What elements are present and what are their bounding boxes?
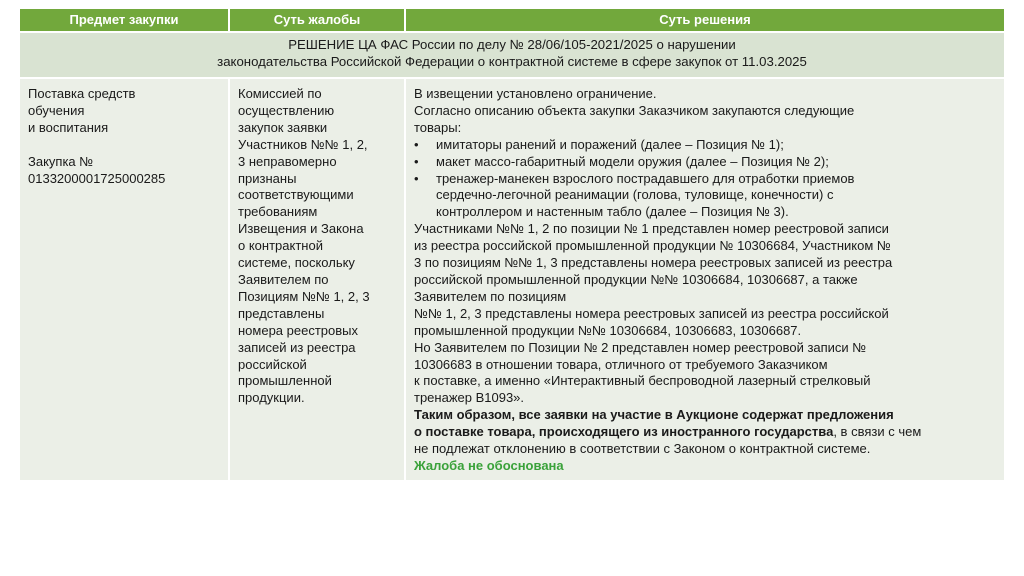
decision-line: №№ 1, 2, 3 представлены номера реестровых записей из реестра российской — [414, 305, 889, 321]
decision-line: Заявителем по позициям — [414, 288, 567, 304]
complaint-line: Извещения и Закона — [238, 221, 364, 237]
subject-line: обучения — [28, 102, 85, 118]
complaint-line: признаны — [238, 170, 297, 186]
title-line-1: РЕШЕНИЕ ЦА ФАС России по делу № 28/06/105-2021/2025 о нарушении — [288, 37, 736, 52]
complaint-line: Позициям №№ 1, 2, 3 — [238, 288, 370, 304]
title-line-2: законодательства Российской Федерации о контрактной системе в сфере закупок от 11.03.2025 — [217, 54, 807, 69]
header-complaint: Суть жалобы — [230, 9, 406, 31]
subject-line: и воспитания — [28, 119, 109, 135]
decision-cell — [406, 79, 1004, 480]
decision-line: тренажер В1093». — [414, 390, 525, 406]
complaint-line: Заявителем по — [238, 271, 329, 287]
complaint-line: Комиссией по — [238, 86, 322, 101]
table-header — [20, 9, 1004, 31]
table-body-row — [20, 79, 1004, 480]
complaint-line: российской — [238, 356, 307, 372]
bullet-dot-icon: • — [414, 136, 419, 152]
complaint-line: закупок заявки — [238, 119, 328, 135]
decision-line: российской промышленной продукции №№ 10306684, 10306687, а также — [414, 271, 858, 287]
bullet-text: имитаторы ранений и поражений (далее – Позиция № 1); — [436, 136, 784, 152]
subject-cell — [20, 79, 230, 480]
bullet-continuation: контроллером и настенным табло (далее – Позиция № 3). — [436, 204, 789, 220]
decision-intro: товары: — [414, 119, 462, 135]
bullet-dot-icon: • — [414, 153, 419, 169]
conclusion-bold-line: Таким образом, все заявки на участие в Аукционе содержат предложения — [414, 407, 894, 423]
bullet-text: макет массо-габаритный модели оружия (далее – Позиция № 2); — [436, 153, 829, 169]
purchase-label: Закупка № — [28, 153, 94, 169]
complaint-line: системе, поскольку — [238, 255, 355, 271]
decision-line: из реестра российской промышленной продукции № 10306684, Участником № — [414, 238, 891, 254]
complaint-line: записей из реестра — [238, 339, 356, 355]
conclusion-bold-part: о поставке товара, происходящего из иностранного государства — [414, 424, 834, 440]
complaint-line: номера реестровых — [238, 322, 359, 338]
subject-line: Поставка средств — [28, 86, 136, 101]
bullet-continuation: сердечно-легочной реанимации (голова, туловище, конечности) с — [436, 187, 834, 203]
bullet-dot-icon: • — [414, 170, 419, 186]
conclusion-mixed-line — [414, 424, 1004, 441]
decision-line: Участниками №№ 1, 2 по позиции № 1 представлен номер реестровой записи — [414, 221, 889, 237]
complaint-line: продукции. — [238, 390, 305, 406]
decision-table — [20, 9, 1004, 480]
complaint-cell — [230, 79, 406, 480]
bullet-text: тренажер-манекен взрослого пострадавшего для отработки приемов — [436, 170, 855, 186]
header-decision: Суть решения — [659, 12, 751, 27]
conclusion-tail: , в связи с чем — [833, 424, 922, 440]
complaint-line: осуществлению — [238, 102, 335, 118]
decision-line: к поставке, а именно «Интерактивный беспроводной лазерный стрелковый — [414, 373, 871, 389]
complaint-line: представлены — [238, 305, 325, 321]
complaint-line: 3 неправомерно — [238, 153, 337, 169]
complaint-line: требованиям — [238, 204, 318, 220]
bullet-item-1 — [414, 137, 1004, 154]
decision-line: Но Заявителем по Позиции № 2 представлен номер реестровой записи № — [414, 339, 867, 355]
complaint-line: Участников №№ 1, 2, — [238, 136, 368, 152]
decision-line: 10306683 в отношении товара, отличного от требуемого Заказчиком — [414, 356, 828, 372]
complaint-line: соответствующими — [238, 187, 354, 203]
decision-line: промышленной продукции №№ 10306684, 10306683, 10306687. — [414, 322, 802, 338]
decision-line: 3 по позициям №№ 1, 3 представлены номера реестровых записей из реестра — [414, 255, 893, 271]
decision-title — [20, 31, 1004, 79]
decision-intro: Согласно описанию объекта закупки Заказчиком закупаются следующие — [414, 102, 855, 118]
complaint-line: промышленной — [238, 373, 332, 389]
verdict-text: Жалоба не обоснована — [414, 457, 564, 473]
bullet-item-3 — [414, 171, 1004, 188]
bullet-item-2 — [414, 154, 1004, 171]
complaint-line: о контрактной — [238, 238, 323, 254]
decision-intro: В извещении установлено ограничение. — [414, 86, 657, 101]
purchase-number: 0133200001725000285 — [28, 170, 166, 186]
conclusion-line: не подлежат отклонению в соответствии с Законом о контрактной системе. — [414, 441, 871, 457]
header-subject: Предмет закупки — [20, 9, 230, 31]
